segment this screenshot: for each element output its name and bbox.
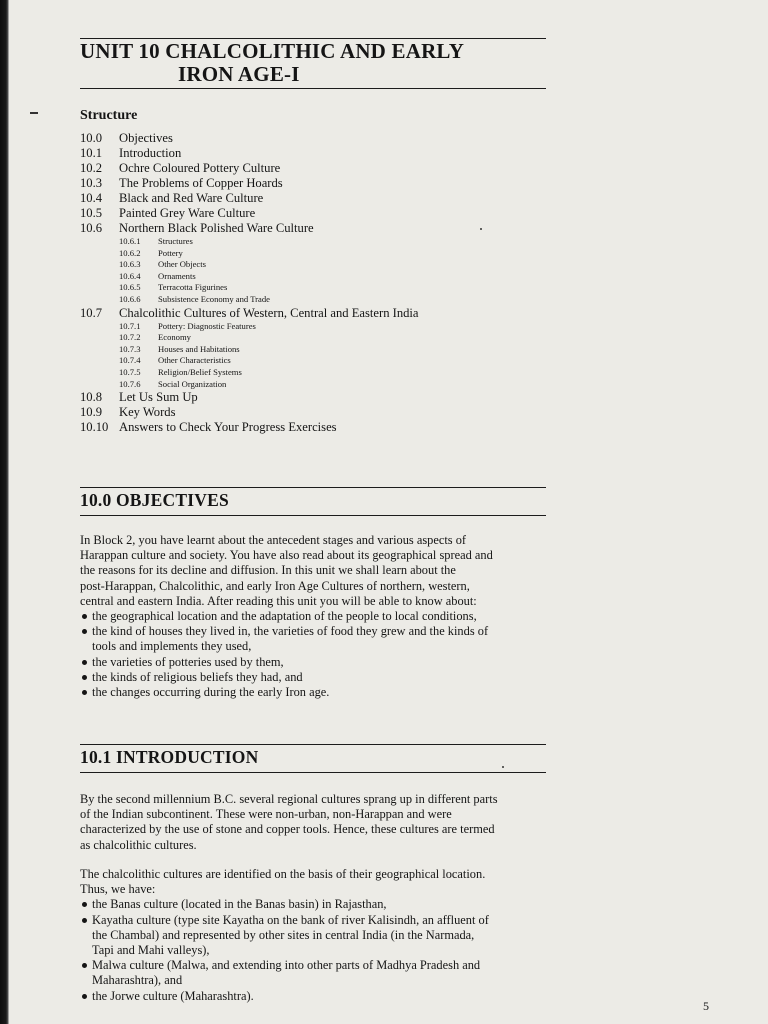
toc-entry-title: Painted Grey Ware Culture <box>119 206 256 220</box>
bullet-item <box>80 958 550 988</box>
toc-subentry-number: 10.6.1 <box>119 236 141 246</box>
scan-speck <box>502 766 504 768</box>
bullet-item <box>80 670 550 685</box>
toc-subentry-number: 10.7.4 <box>119 355 141 366</box>
bullet-item <box>80 897 550 912</box>
bullet-text-line: the kind of houses they lived in, the varieties of food they grew and the kinds of <box>92 624 489 639</box>
toc-subentry <box>80 259 546 271</box>
bullet-text-line: the kinds of religious beliefs they had, and <box>92 669 303 684</box>
bullet-icon <box>82 902 87 907</box>
toc-subentry-number: 10.6.3 <box>119 259 141 270</box>
unit-title-line-1: UNIT 10 CHALCOLITHIC AND EARLY <box>80 39 465 63</box>
toc-subentry <box>80 294 546 306</box>
toc-subentry-title: Pottery <box>158 247 183 258</box>
bullet-icon <box>82 690 87 695</box>
objectives-body <box>80 533 550 700</box>
bullet-icon <box>82 614 87 619</box>
toc-subentry-title: Economy <box>158 332 191 343</box>
text-line: of the Indian subcontinent. These were non-urban, non-Harappan and were <box>80 807 452 822</box>
text-line: Thus, we have: <box>80 882 156 897</box>
toc-subentry-number: 10.6.2 <box>119 247 141 258</box>
bullet-text-line: the changes occurring during the early Iron age. <box>92 685 330 700</box>
introduction-bottom-rule <box>80 772 546 773</box>
bullet-item <box>80 655 550 670</box>
toc-entry-title: Northern Black Polished Ware Culture <box>119 221 314 235</box>
toc-entry-title: Objectives <box>119 131 173 145</box>
toc-subentry <box>80 379 546 391</box>
toc-subentry-number: 10.6.5 <box>119 282 141 293</box>
bullet-item <box>80 624 550 654</box>
bullet-text-line: Maharashtra), and <box>92 973 183 988</box>
toc-subentry-title: Religion/Belief Systems <box>158 366 242 377</box>
toc-subentry <box>80 332 546 344</box>
bullet-text-line: tools and implements they used, <box>92 639 252 654</box>
toc-subentry <box>80 367 546 379</box>
toc-entry-title: Ochre Coloured Pottery Culture <box>119 161 281 175</box>
text-line: By the second millennium B.C. several regional cultures sprang up in different parts <box>80 792 498 806</box>
toc-entry-title: Let Us Sum Up <box>119 390 198 405</box>
table-of-contents <box>80 131 546 435</box>
toc-entry-number: 10.8 <box>80 390 103 405</box>
toc-entry-title: Chalcolithic Cultures of Western, Central and Eastern India <box>119 305 419 320</box>
text-line: as chalcolithic cultures. <box>80 837 197 852</box>
objectives-intro <box>80 533 550 609</box>
objectives-bottom-rule <box>80 515 546 516</box>
toc-entry-number: 10.7 <box>80 305 103 320</box>
objectives-top-rule <box>80 487 546 488</box>
bullet-text-line: the Chambal) and represented by other sites in central India (in the Narmada, <box>92 927 475 942</box>
toc-entry-number: 10.9 <box>80 405 103 420</box>
toc-entry <box>80 390 546 405</box>
introduction-bullet-list <box>80 897 550 1003</box>
toc-subentry-number: 10.7.5 <box>119 366 141 377</box>
toc-entry-title: The Problems of Copper Hoards <box>119 176 283 190</box>
toc-entry <box>80 176 546 191</box>
toc-subentry-title: Other Characteristics <box>158 355 231 366</box>
toc-subentry-number: 10.6.6 <box>119 293 141 304</box>
unit-title-line-2: IRON AGE-I <box>178 62 300 86</box>
toc-entry-number: 10.0 <box>80 131 103 145</box>
toc-entry-number: 10.1 <box>80 146 103 160</box>
toc-entry-number: 10.2 <box>80 161 103 175</box>
toc-subentry-title: Houses and Habitations <box>158 343 240 354</box>
toc-subentry <box>80 321 546 333</box>
toc-subentry-title: Structures <box>158 236 193 246</box>
text-line: In Block 2, you have learnt about the antecedent stages and various aspects of <box>80 533 467 547</box>
toc-subentry-title: Terracotta Figurines <box>158 282 228 293</box>
bullet-icon <box>82 994 87 999</box>
objectives-heading: 10.0 OBJECTIVES <box>80 490 229 510</box>
toc-subentry-title: Pottery: Diagnostic Features <box>158 320 256 331</box>
introduction-paragraph-1 <box>80 792 550 853</box>
scanned-page-binding-edge <box>0 0 9 1024</box>
toc-subentry-title: Other Objects <box>158 259 206 270</box>
toc-subentry <box>80 344 546 356</box>
toc-entry <box>80 131 546 146</box>
bullet-text-line: the Jorwe culture (Maharashtra). <box>92 988 254 1003</box>
toc-subentry-number: 10.7.6 <box>119 378 141 389</box>
toc-entry <box>80 146 546 161</box>
toc-entry <box>80 161 546 176</box>
toc-entry <box>80 206 546 221</box>
page-number: 5 <box>703 999 709 1013</box>
toc-subentry-number: 10.6.4 <box>119 270 141 281</box>
toc-subentry <box>80 248 546 260</box>
scan-speck <box>480 228 482 230</box>
bullet-item <box>80 989 550 1004</box>
toc-entry <box>80 405 546 420</box>
toc-entry-title: Introduction <box>119 146 182 160</box>
toc-subentry-title: Subsistence Economy and Trade <box>158 293 270 304</box>
text-line: post-Harappan, Chalcolithic, and early Iron Age Cultures of northern, western, <box>80 578 470 593</box>
toc-entry-number: 10.6 <box>80 221 103 235</box>
toc-entry-number: 10.10 <box>80 420 109 435</box>
toc-subentry <box>80 355 546 367</box>
bullet-icon <box>82 918 87 923</box>
toc-entry <box>80 191 546 206</box>
bullet-item <box>80 609 550 624</box>
toc-subentry-number: 10.7.2 <box>119 332 141 343</box>
text-line: Harappan culture and society. You have also read about its geographical spread and <box>80 548 493 563</box>
text-line: The chalcolithic cultures are identified on the basis of their geographical location. <box>80 867 486 881</box>
margin-mark <box>30 112 38 114</box>
text-line: the reasons for its decline and diffusion. In this unit we shall learn about the <box>80 563 456 578</box>
toc-subentry-title: Ornaments <box>158 270 196 281</box>
bullet-icon <box>82 629 87 634</box>
toc-entry-number: 10.4 <box>80 191 103 205</box>
toc-entry-title: Black and Red Ware Culture <box>119 191 264 205</box>
bullet-text-line: the Banas culture (located in the Banas basin) in Rajasthan, <box>92 897 387 912</box>
toc-entry <box>80 420 546 435</box>
bullet-icon <box>82 963 87 968</box>
introduction-paragraph-2 <box>80 867 550 1004</box>
text-line: characterized by the use of stone and copper tools. Hence, these cultures are termed <box>80 822 495 837</box>
bullet-icon <box>82 675 87 680</box>
introduction-paragraph-2-text <box>80 867 550 897</box>
introduction-heading: 10.1 INTRODUCTION <box>80 747 259 767</box>
toc-entry-number: 10.3 <box>80 176 103 190</box>
introduction-top-rule <box>80 744 546 745</box>
bullet-text-line: the varieties of potteries used by them, <box>92 654 284 669</box>
toc-entry-title: Answers to Check Your Progress Exercises <box>119 420 337 435</box>
bullet-item <box>80 913 550 959</box>
title-bottom-rule <box>80 88 546 89</box>
toc-subentry-title: Social Organization <box>158 378 227 389</box>
structure-heading: Structure <box>80 108 138 123</box>
text-line: central and eastern India. After reading this unit you will be able to know about: <box>80 593 477 608</box>
bullet-item <box>80 685 550 700</box>
toc-entry-number: 10.5 <box>80 206 103 220</box>
objectives-bullet-list <box>80 609 550 700</box>
toc-subentry <box>80 271 546 283</box>
toc-subentry-number: 10.7.3 <box>119 343 141 354</box>
toc-subentry <box>80 236 546 248</box>
unit-title <box>80 40 546 86</box>
toc-subentry <box>80 282 546 294</box>
bullet-text-line: Malwa culture (Malwa, and extending into other parts of Madhya Pradesh and <box>92 958 481 973</box>
bullet-text-line: the geographical location and the adaptation of the people to local conditions, <box>92 609 477 624</box>
toc-subentry-number: 10.7.1 <box>119 320 141 331</box>
bullet-text-line: Kayatha culture (type site Kayatha on the bank of river Kalisindh, an affluent of <box>92 912 489 927</box>
bullet-icon <box>82 660 87 665</box>
bullet-text-line: Tapi and Mahi valleys), <box>92 943 210 958</box>
toc-entry-title: Key Words <box>119 405 176 420</box>
toc-entry <box>80 306 546 321</box>
toc-entry <box>80 221 546 236</box>
